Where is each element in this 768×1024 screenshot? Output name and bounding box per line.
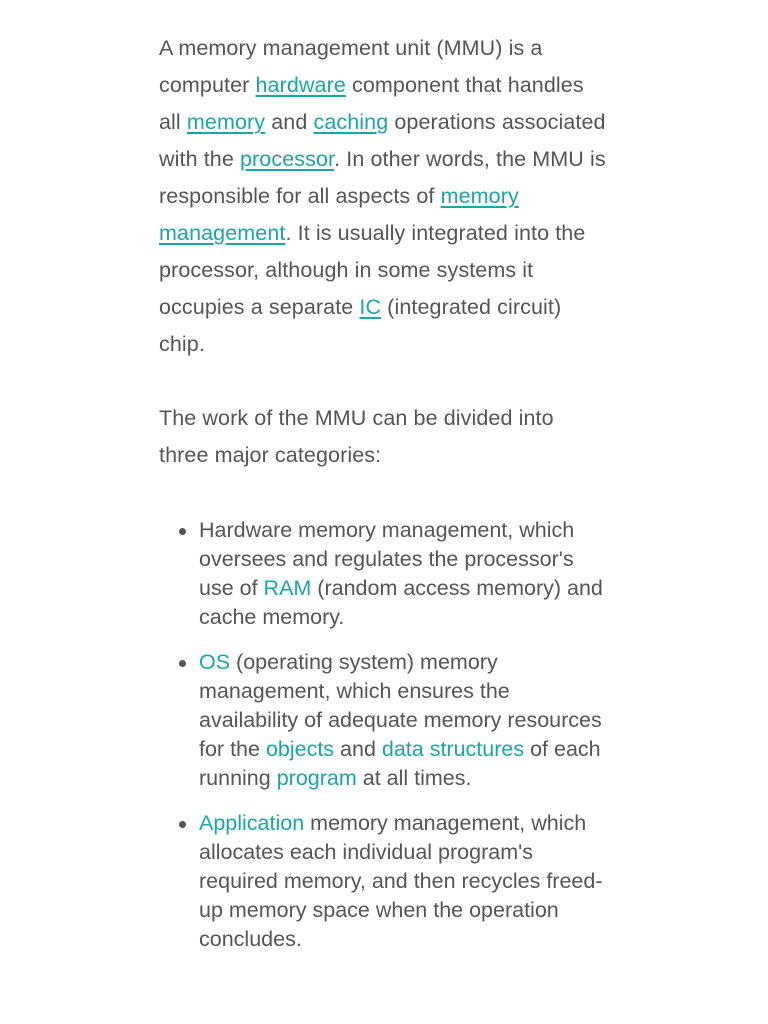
intro-paragraph — [159, 30, 609, 363]
intro-text-7: (integrated circuit) chip. — [159, 295, 562, 356]
list-item-hardware — [199, 516, 609, 632]
categories-list — [159, 516, 609, 954]
item3-text-1: memory management, which allocates each individual program's required memory, and then recycles freed-up memory space when the operation concludes. — [199, 811, 603, 951]
link-hardware[interactable]: hardware — [255, 73, 346, 97]
link-program[interactable]: program — [276, 766, 357, 790]
item2-text-2: and — [334, 737, 382, 761]
link-ram[interactable]: RAM — [263, 576, 312, 600]
list-item-os — [199, 648, 609, 793]
link-application[interactable]: Application — [199, 811, 305, 835]
article-body — [159, 30, 609, 970]
list-item-application — [199, 809, 609, 954]
link-processor[interactable]: processor — [239, 147, 335, 171]
intro-text-6: . It is usually integrated into the processor, although in some systems it occupies a separate — [159, 221, 586, 319]
item2-text-1: (operating system) memory management, which ensures the availability of adequate memory resources for the — [199, 650, 602, 761]
intro-text-3: and — [265, 110, 314, 134]
link-data-structures[interactable]: data structures — [381, 737, 525, 761]
intro-text-4: operations associated with the — [159, 110, 606, 171]
bullet-icon — [179, 821, 186, 828]
bullet-icon — [179, 660, 186, 667]
intro-text-2: component that handles all — [159, 73, 584, 134]
intro-text-5: . In other words, the MMU is responsible for all aspects of — [159, 147, 606, 208]
item1-text-1: Hardware memory management, which oversees and regulates the processor's use of — [199, 518, 575, 600]
categories-intro: The work of the MMU can be divided into three major categories: — [159, 406, 554, 467]
link-os[interactable]: OS — [199, 650, 231, 674]
bullet-icon — [179, 528, 186, 535]
link-objects[interactable]: objects — [265, 737, 335, 761]
link-memory[interactable]: memory — [186, 110, 266, 134]
item2-text-3: of each running — [199, 737, 601, 790]
link-memory-management[interactable]: memory management — [159, 184, 519, 245]
intro-text-1: A memory management unit (MMU) is a computer — [159, 36, 543, 97]
link-caching[interactable]: caching — [313, 110, 389, 134]
item1-text-2: (random access memory) and cache memory. — [199, 576, 603, 629]
item2-text-4: at all times. — [356, 766, 472, 790]
link-ic[interactable]: IC — [359, 295, 382, 319]
